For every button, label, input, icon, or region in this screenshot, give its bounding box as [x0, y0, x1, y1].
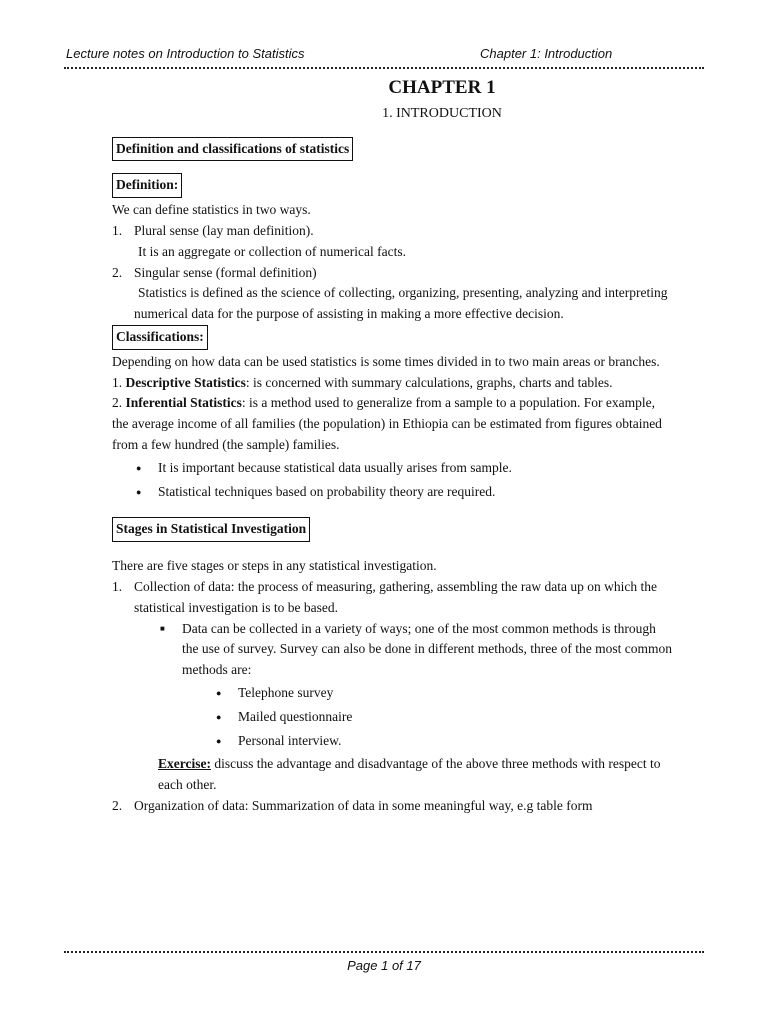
page-number: Page 1 of 17 [347, 958, 421, 973]
list-item [112, 263, 672, 284]
definition-heading: Definition: [112, 173, 182, 198]
definition-text: : is concerned with summary calculations, graphs, charts and tables. [245, 374, 613, 390]
list-item [112, 796, 672, 817]
list-item: ● Statistical techniques based on probability theory are required. [112, 482, 672, 503]
stages-intro: There are five stages or steps in any statistical investigation. [112, 558, 437, 574]
section-title: 1. INTRODUCTION [382, 105, 502, 121]
list-text: Collection of data: the process of measuring, gathering, assembling the raw data up on which the statistical investigation is to be based. [134, 578, 657, 615]
footer-divider [64, 945, 704, 953]
section-heading-stages: Stages in Statistical Investigation [112, 517, 310, 542]
term: Descriptive Statistics [125, 374, 246, 390]
bullet-list [112, 458, 672, 503]
list-number: 1. [112, 222, 123, 238]
list-detail: Statistics is defined as the science of collecting, organizing, presenting, analyzing and interpreting numerical data for the purpose of assisting in making a more effective decision. [134, 285, 668, 322]
definition-text: : is a method used to generalize from a sample to a population. For example, the average income of all families (the population) in Ethiopia can be estimated from figures obtained from a few hundred (the sample) families. [112, 395, 662, 452]
definition-intro: We can define statistics in two ways. [112, 202, 311, 218]
list-item: ● It is important because statistical data usually arises from sample. [112, 458, 672, 479]
list-number: 2. [112, 264, 123, 280]
inferential-statistics [112, 393, 672, 455]
exercise-text: discuss the advantage and disadvantage of the above three methods with respect to each other. [158, 756, 661, 793]
list-label: Plural sense (lay man definition). [134, 222, 314, 238]
exercise [112, 754, 672, 796]
header-chapter-title: Chapter 1: Introduction [480, 46, 613, 61]
term: Inferential Statistics [125, 395, 242, 411]
descriptive-statistics [112, 373, 672, 394]
list-number: 2. [112, 797, 123, 813]
chapter-title: CHAPTER 1 [388, 77, 496, 98]
list-number: 1. [112, 578, 123, 594]
list-detail: It is an aggregate or collection of numerical facts. [138, 243, 407, 259]
list-item [112, 577, 672, 619]
list-number: 1. [112, 374, 123, 390]
header-divider [64, 61, 704, 69]
list-item: ● Telephone survey [112, 683, 672, 704]
header-course-title: Lecture notes on Introduction to Statistics [66, 46, 305, 61]
list-number: 2. [112, 395, 123, 411]
exercise-label: Exercise: [158, 756, 211, 772]
list-text: Organization of data: Summarization of data in some meaningful way, e.g table form [134, 797, 593, 813]
list-item: ● Mailed questionnaire [112, 707, 672, 728]
page-body [112, 78, 672, 817]
classifications-heading: Classifications: [112, 325, 208, 350]
square-bullet-item: ■ Data can be collected in a variety of ways; one of the most common methods is through the use of survey. Survey can also be done in different methods, three of the most common methods are: [112, 619, 672, 681]
list-label: Singular sense (formal definition) [134, 264, 317, 280]
section-heading-definitions: Definition and classifications of statistics [112, 137, 353, 162]
list-item: ● Personal interview. [112, 731, 672, 752]
classifications-intro: Depending on how data can be used statistics is some times divided in to two main areas or branches. [112, 353, 660, 369]
list-item [112, 221, 672, 242]
survey-methods-list [112, 683, 672, 751]
